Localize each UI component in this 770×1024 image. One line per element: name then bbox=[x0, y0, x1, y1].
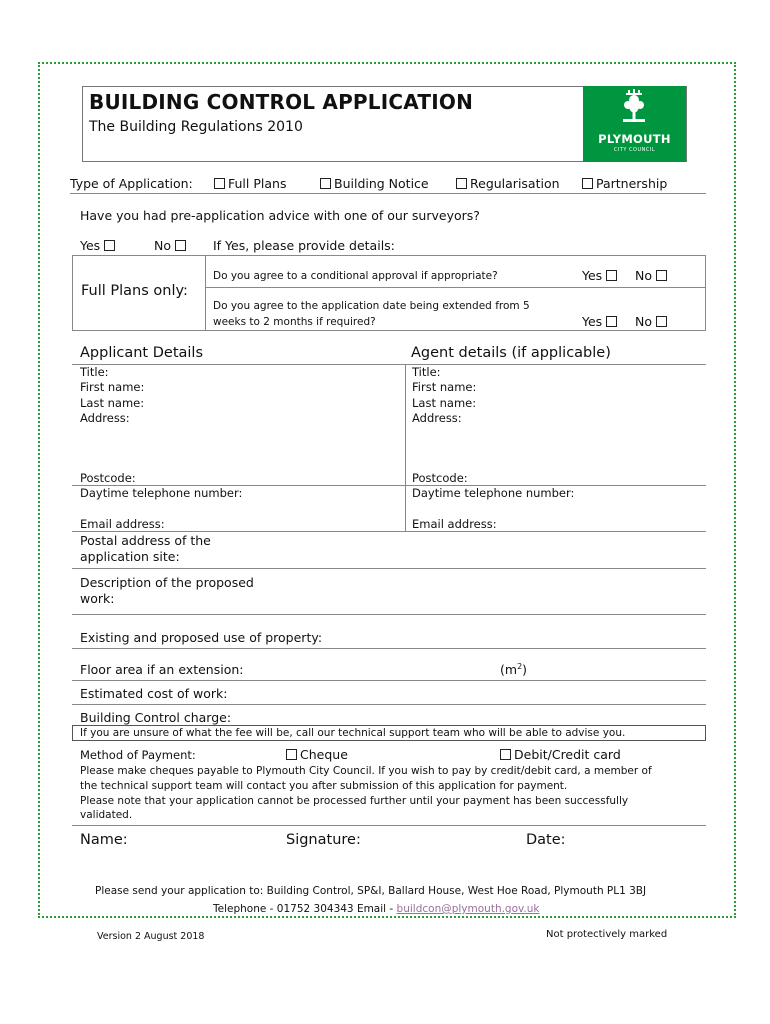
payment-note-line3: Please note that your application cannot be processed further until your payment has been successfully bbox=[80, 795, 629, 807]
estimated-cost-label: Estimated cost of work: bbox=[80, 686, 228, 701]
conditional-approval-yes-checkbox[interactable] bbox=[606, 270, 617, 281]
details-divider bbox=[405, 364, 406, 531]
agent-heading: Agent details (if applicable) bbox=[411, 345, 611, 361]
logo-name: PLYMOUTH bbox=[598, 132, 671, 146]
description-divider bbox=[72, 614, 706, 615]
postal-address-line2: application site: bbox=[80, 549, 180, 564]
full-plans-row-divider bbox=[205, 287, 706, 288]
charge-label: Building Control charge: bbox=[80, 710, 232, 725]
extension-yes-checkbox[interactable] bbox=[606, 316, 617, 327]
form-subtitle: The Building Regulations 2010 bbox=[89, 119, 303, 135]
cheque-option[interactable]: Cheque bbox=[286, 747, 348, 762]
crest-icon bbox=[583, 86, 686, 132]
floor-area-label: Floor area if an extension: bbox=[80, 662, 244, 677]
date-label: Date: bbox=[526, 832, 566, 848]
full-plans-option[interactable]: Full Plans bbox=[214, 176, 286, 191]
conditional-approval-yes[interactable]: Yes bbox=[582, 268, 620, 283]
payment-note-line4: validated. bbox=[80, 809, 133, 821]
signature-label: Signature: bbox=[286, 832, 361, 848]
agent-last-name[interactable]: Last name: bbox=[412, 396, 477, 410]
cheque-checkbox[interactable] bbox=[286, 749, 297, 760]
send-to-address: Please send your application to: Building Control, SP&I, Ballard House, West Hoe Road, Plymouth PL1 3BJ bbox=[95, 885, 647, 897]
full-plans-checkbox[interactable] bbox=[214, 178, 225, 189]
full-plans-heading: Full Plans only: bbox=[81, 283, 188, 299]
card-option[interactable]: Debit/Credit card bbox=[500, 747, 621, 762]
agent-email[interactable]: Email address: bbox=[412, 517, 497, 531]
extension-question-line2: weeks to 2 months if required? bbox=[213, 316, 376, 328]
agent-address[interactable]: Address: bbox=[412, 411, 462, 425]
full-plans-right-border bbox=[705, 255, 706, 331]
application-type-label: Type of Application: bbox=[70, 176, 193, 191]
version-label: Version 2 August 2018 bbox=[97, 931, 205, 942]
logo-sub: CITY COUNCIL bbox=[613, 147, 656, 153]
details-bottom-border bbox=[72, 531, 706, 532]
property-use-label: Existing and proposed use of property: bbox=[80, 630, 323, 645]
applicant-phone[interactable]: Daytime telephone number: bbox=[80, 486, 243, 500]
conditional-approval-question: Do you agree to a conditional approval if appropriate? bbox=[213, 270, 498, 282]
full-plans-bottom-border bbox=[72, 330, 706, 331]
marking-label: Not protectively marked bbox=[546, 929, 668, 940]
building-notice-checkbox[interactable] bbox=[320, 178, 331, 189]
divider bbox=[70, 193, 706, 194]
applicant-last-name[interactable]: Last name: bbox=[80, 396, 145, 410]
cost-divider bbox=[72, 704, 706, 705]
description-line2: work: bbox=[80, 591, 115, 606]
email-link[interactable]: buildcon@plymouth.gov.uk bbox=[396, 903, 540, 915]
description-line1: Description of the proposed bbox=[80, 575, 254, 590]
fee-note: If you are unsure of what the fee will be, call our technical support team who will be able to advise you. bbox=[80, 727, 626, 739]
contact-line: Telephone - 01752 304343 Email - buildcon@plymouth.gov.uk bbox=[213, 903, 540, 915]
payment-note-line2: the technical support team will contact you after submission of this application for payment. bbox=[80, 780, 568, 792]
payment-divider bbox=[72, 825, 706, 826]
conditional-approval-no-checkbox[interactable] bbox=[656, 270, 667, 281]
postal-address-divider bbox=[72, 568, 706, 569]
applicant-postcode[interactable]: Postcode: bbox=[80, 471, 136, 485]
extension-yes[interactable]: Yes bbox=[582, 314, 620, 329]
partnership-option[interactable]: Partnership bbox=[582, 176, 667, 191]
building-notice-option[interactable]: Building Notice bbox=[320, 176, 429, 191]
full-plans-top-border bbox=[72, 255, 706, 256]
floor-area-divider bbox=[72, 680, 706, 681]
floor-area-unit: $(m^2)$ bbox=[500, 662, 528, 678]
partnership-checkbox[interactable] bbox=[582, 178, 593, 189]
full-plans-inner-border bbox=[205, 255, 206, 331]
extension-no-checkbox[interactable] bbox=[656, 316, 667, 327]
pre-application-no-checkbox[interactable] bbox=[175, 240, 186, 251]
agent-first-name[interactable]: First name: bbox=[412, 380, 477, 394]
applicant-heading: Applicant Details bbox=[80, 345, 203, 361]
applicant-title[interactable]: Title: bbox=[80, 365, 109, 379]
conditional-approval-no[interactable]: No bbox=[635, 268, 670, 283]
applicant-address[interactable]: Address: bbox=[80, 411, 130, 425]
applicant-first-name[interactable]: First name: bbox=[80, 380, 145, 394]
plymouth-logo bbox=[583, 86, 686, 162]
form-title: BUILDING CONTROL APPLICATION bbox=[89, 90, 474, 114]
pre-application-question: Have you had pre-application advice with one of our surveyors? bbox=[80, 208, 480, 223]
agent-title[interactable]: Title: bbox=[412, 365, 441, 379]
postal-address-line1: Postal address of the bbox=[80, 533, 211, 548]
postcode-divider bbox=[72, 485, 706, 486]
payment-method-label: Method of Payment: bbox=[80, 748, 196, 762]
pre-application-yes-checkbox[interactable] bbox=[104, 240, 115, 251]
regularisation-option[interactable]: Regularisation bbox=[456, 176, 560, 191]
agent-postcode[interactable]: Postcode: bbox=[412, 471, 468, 485]
name-label: Name: bbox=[80, 832, 128, 848]
use-divider bbox=[72, 648, 706, 649]
full-plans-left-border bbox=[72, 255, 73, 331]
agent-phone[interactable]: Daytime telephone number: bbox=[412, 486, 575, 500]
card-checkbox[interactable] bbox=[500, 749, 511, 760]
pre-application-details-label: If Yes, please provide details: bbox=[213, 238, 395, 253]
pre-application-yes[interactable]: Yes bbox=[80, 238, 118, 253]
details-top-border bbox=[72, 364, 706, 365]
extension-no[interactable]: No bbox=[635, 314, 670, 329]
regularisation-checkbox[interactable] bbox=[456, 178, 467, 189]
applicant-email[interactable]: Email address: bbox=[80, 517, 165, 531]
payment-note-line1: Please make cheques payable to Plymouth City Council. If you wish to pay by credit/debit card, a member of bbox=[80, 765, 652, 777]
pre-application-no[interactable]: No bbox=[154, 238, 189, 253]
extension-question-line1: Do you agree to the application date being extended from 5 bbox=[213, 300, 530, 312]
